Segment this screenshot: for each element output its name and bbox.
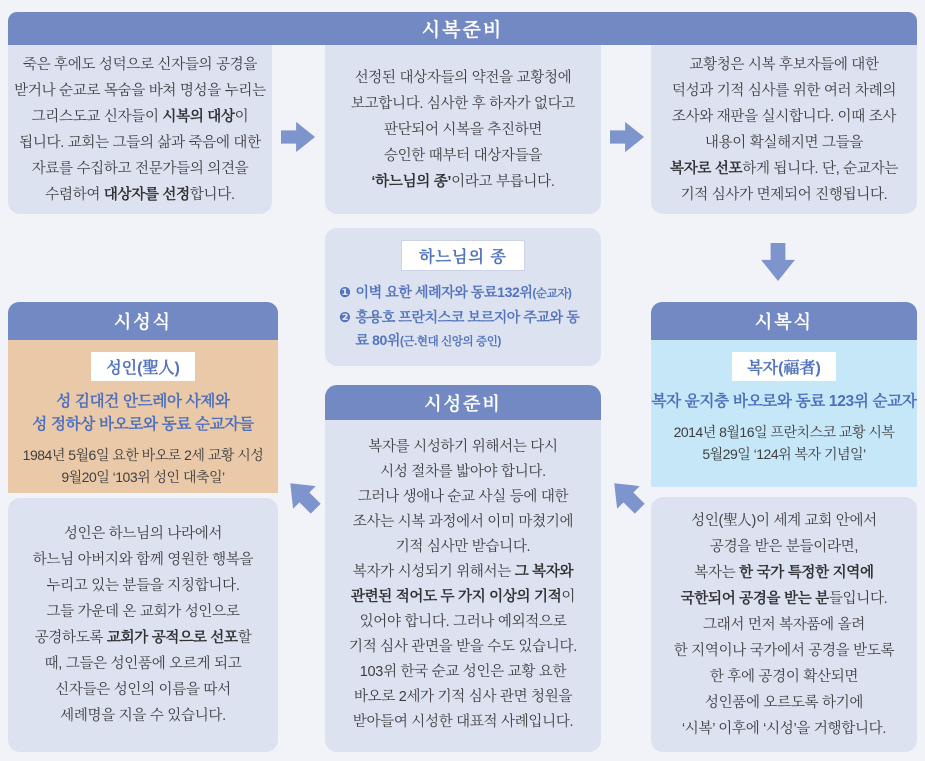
servant-of-god-label: 하느님의 종: [401, 240, 525, 271]
canonization-prep-header: [325, 385, 601, 420]
list-item-main: 홍용호 프란치스코 보르지아 주교와 동료 80위: [355, 309, 580, 348]
circled-two-icon: ❷: [339, 309, 351, 325]
saint-names: 성 김대건 안드레아 사제와 성 정하상 바오로와 동료 순교자들: [32, 393, 254, 433]
arrow-right-icon: [610, 120, 644, 154]
canonization-prep-panel: [325, 385, 601, 752]
top-header-title: 시복준비: [421, 20, 504, 41]
list-item-text: [355, 306, 589, 354]
canonization-ceremony-header: [8, 302, 278, 340]
arrow-down-icon: [759, 243, 797, 281]
arrow-up-left-icon: [609, 478, 645, 514]
canonization-prep-body: [325, 420, 601, 735]
blessed-description-text: 성인(聖人)이 세계 교회 안에서 공경을 받은 분들이라면, 복자는 한 국가 특정한 지역에 국한되어 공경을 받는 분들입니다. 그래서 먼저 복자품에 올려 한 지역이나 국가에서 공경을 받도록 한 후에 공경이 확산되면 성인품에 오르도록 하기에 ‘시복’ 이후에 ‘시성’을 거행합니다.: [673, 512, 895, 737]
step1-text: 죽은 후에도 성덕으로 신자들의 공경을 받거나 순교로 목숨을 바쳐 명성을 누리는 그리스도교 신자들이 시복의 대상이 됩니다. 교회는 그들의 삶과 죽음에 대한 자료를 수집하고 전문가들의 의견을 수렴하여 대상자를 선정합니다.: [14, 56, 266, 203]
list-item-note: (순교자): [532, 288, 572, 300]
saint-description-block: [8, 498, 278, 752]
arrow-right-icon: [281, 120, 315, 154]
servant-of-god-box: [325, 228, 601, 366]
saint-info-section: [8, 340, 278, 493]
list-item: [339, 306, 589, 354]
saint-description-text: 성인은 하느님의 나라에서 하느님 아버지와 함께 영원한 행복을 누리고 있는 분들을 지칭합니다. 그들 가운데 온 교회가 성인으로 공경하도록 교회가 공적으로 선포할 때, 그들은 성인품에 오르게 되고 신자들은 성인의 이름을 따서 세례명을 지을 수 있습니다.: [32, 526, 254, 724]
blessed-description-block: [651, 497, 917, 752]
circled-one-icon: ❶: [339, 284, 351, 300]
blessed-info-section: [651, 340, 917, 487]
step3-text: 교황청은 시복 후보자들에 대한 덕성과 기적 심사를 위한 여러 차례의 조사와 재판을 실시합니다. 이때 조사 내용이 확실해지면 그들을 복자로 선포하게 됩니다. 단, 순교자는 기적 심사가 면제되어 진행됩니다.: [670, 56, 898, 203]
arrow-up-left-icon: [285, 478, 321, 514]
beatification-ceremony-header: [651, 302, 917, 340]
panel-title: 시성식: [113, 312, 173, 332]
canonization-prep-text: 복자를 시성하기 위해서는 다시 시성 절차를 밟아야 합니다. 그러나 생애나 순교 사실 등에 대한 조사는 시복 과정에서 이미 마쳤기에 기적 심사만 받습니다. 복자가 시성되기 위해서는 그 복자와 관련된 적어도 두 가지 이상의 기적이 있어야 합니다. 그러나 예외적으로 기적 심사 관면을 받을 수도 있습니다. 103위 한국 순교 성인은 교황 요한 바오로 2세가 기적 심사 관면 청원을 받아들여 시성한 대표적 사례입니다.: [349, 439, 577, 730]
top-header-bar: [8, 12, 917, 45]
list-item-main: 이벽 요한 세례자와 동료132위: [355, 284, 533, 300]
servant-of-god-list: [339, 281, 589, 354]
panel-title: 시성준비: [424, 393, 502, 414]
step-report-to-holy-see: [325, 45, 601, 214]
saint-dates: 1984년 5월6일 요한 바오로 2세 교황 시성 9월20일 ‘103위 성인 대축일’: [22, 447, 264, 485]
list-item-note: (근.현대 신앙의 증인): [399, 336, 501, 348]
list-item-text: [355, 281, 571, 306]
step2-text: 선정된 대상자들의 약전을 교황청에 보고합니다. 심사한 후 하자가 없다고 판단되어 시복을 추진하면 승인한 때부터 대상자들을 ‘하느님의 종’이라고 부릅니다.: [350, 69, 576, 190]
panel-title: 시복식: [754, 312, 814, 332]
saint-badge: 성인(聖人): [91, 352, 195, 381]
blessed-badge: 복자(福者): [732, 352, 836, 381]
blessed-names: 복자 윤지충 바오로와 동료 123위 순교자: [651, 393, 917, 410]
step-investigation-trials: [651, 45, 917, 214]
blessed-dates: 2014년 8월16일 프란치스코 교황 시복 5월29일 ‘124위 복자 기념일’: [673, 424, 895, 462]
list-item: [339, 281, 589, 306]
step-candidate-selection: [8, 45, 272, 214]
